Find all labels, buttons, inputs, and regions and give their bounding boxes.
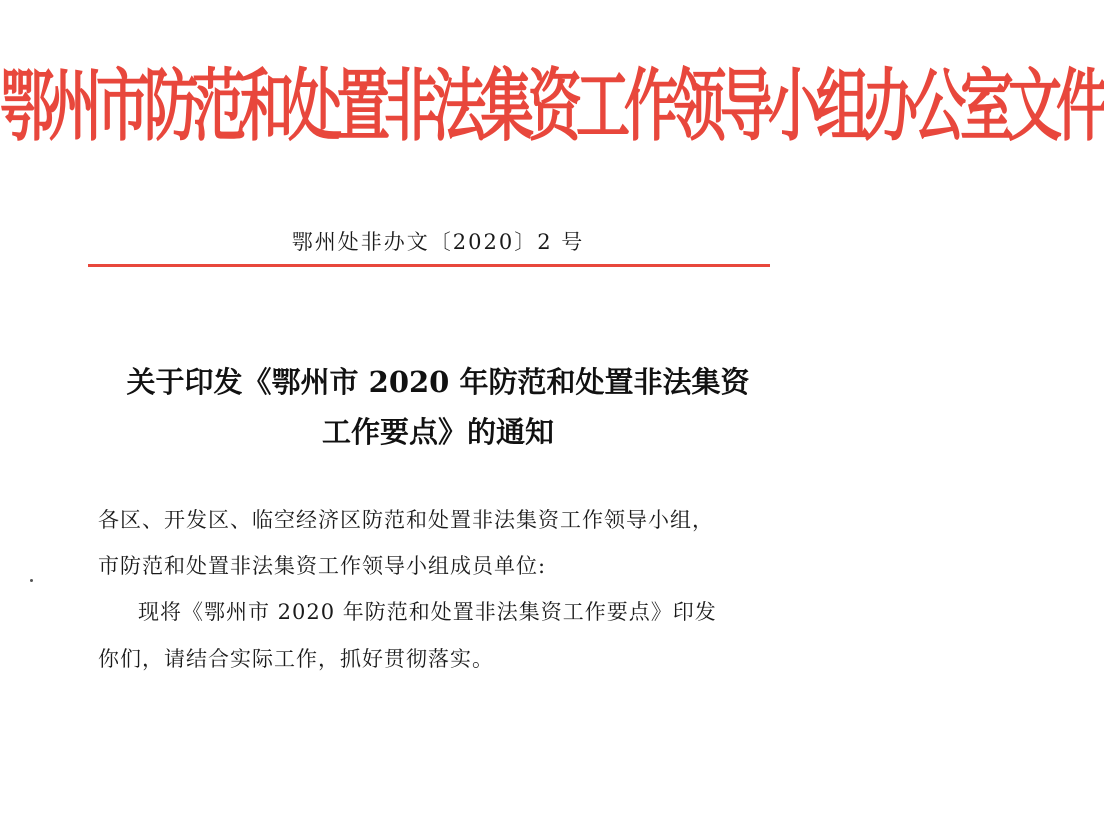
- document-number: 鄂州处非办文〔2020〕2 号: [291, 230, 585, 254]
- body-paragraph-line-1: 现将《鄂州市 2020 年防范和处置非法集资工作要点》印发: [138, 600, 717, 624]
- recipients-line-1: 各区、开发区、临空经济区防范和处置非法集资工作领导小组，: [98, 508, 714, 532]
- red-divider-line: [88, 264, 770, 267]
- body-paragraph-line-2: 你们，请结合实际工作，抓好贯彻落实。: [98, 647, 494, 671]
- notice-title-line-2: 工作要点》的通知: [321, 415, 554, 449]
- issuer-red-header: 鄂州市防范和处置非法集资工作领导小组办公室文件: [0, 58, 1104, 152]
- recipients-line-2: 市防范和处置非法集资工作领导小组成员单位:: [98, 554, 547, 578]
- scan-speck: [30, 579, 33, 582]
- notice-title-line-1: 关于印发《鄂州市 2020 年防范和处置非法集资: [126, 365, 750, 399]
